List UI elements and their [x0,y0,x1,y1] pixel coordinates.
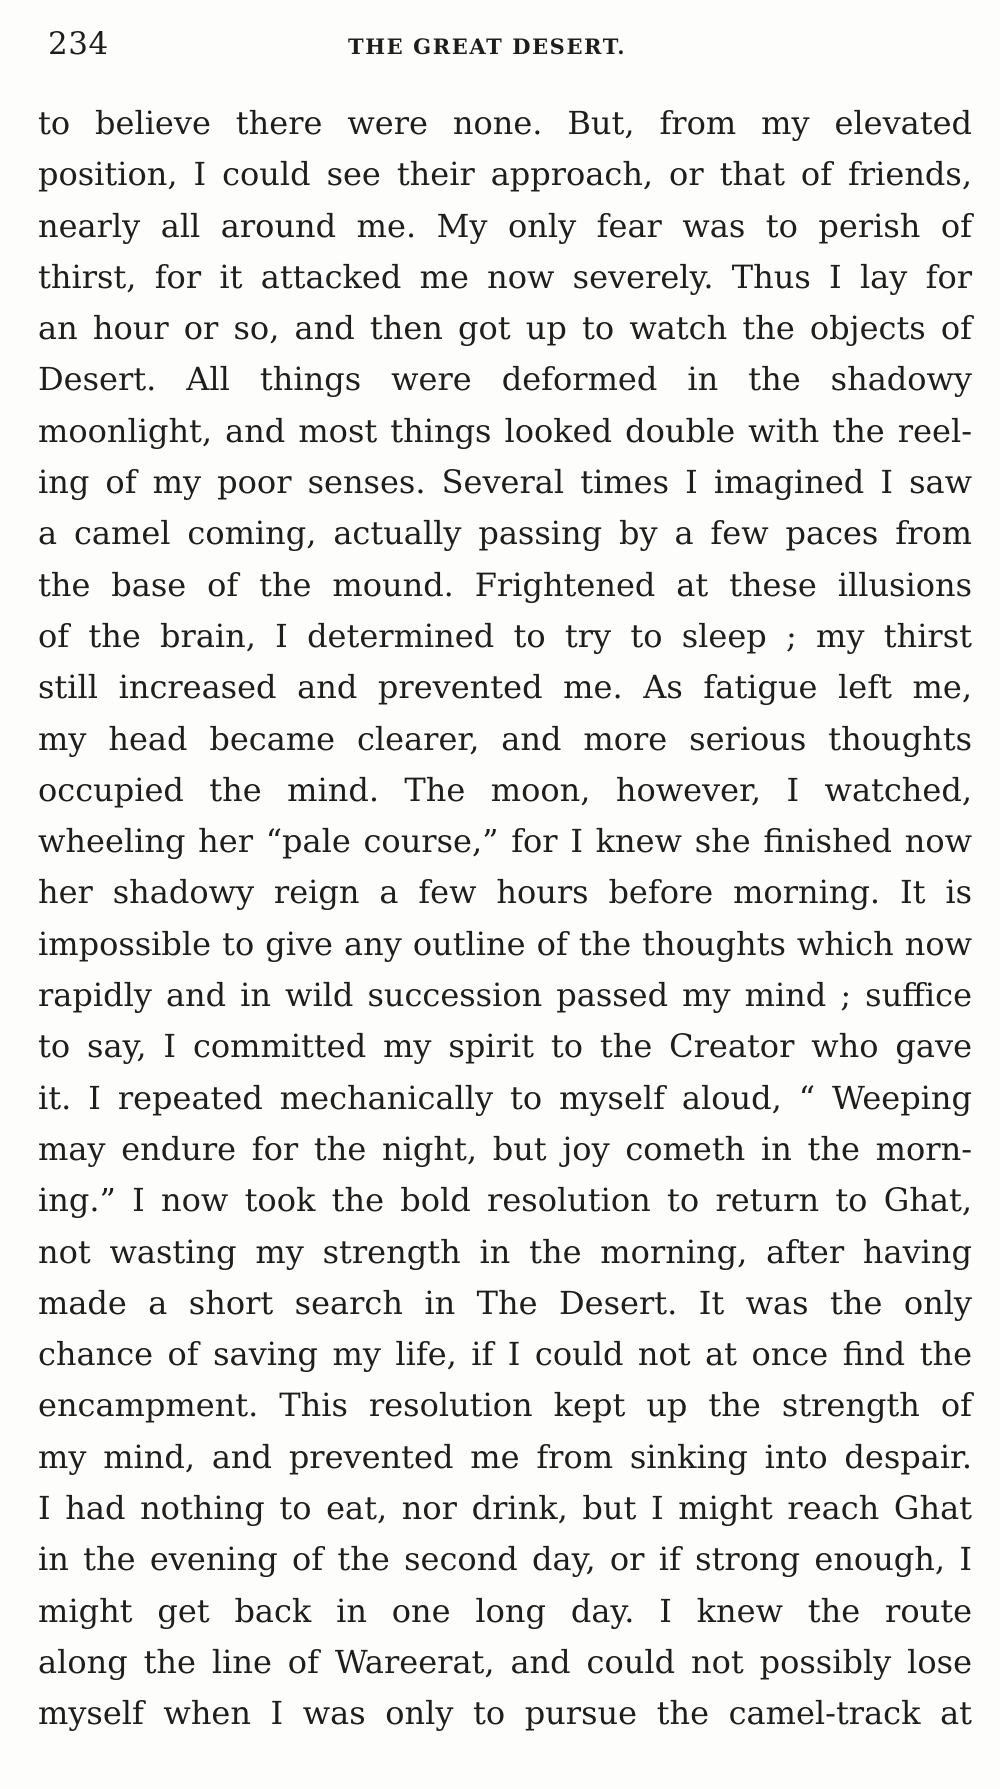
text-line: Desert. All things were deformed in the shadowy [38,360,972,399]
text-line: might get back in one long day. I knew the route [38,1591,972,1630]
text-line: position, I could see their approach, or that of friends, [38,155,972,194]
text-line: not wasting my strength in the morning, after having [38,1232,972,1271]
text-line: ing of my poor senses. Several times I imagined I saw [38,463,972,502]
text-line: to believe there were none. But, from my elevated [38,104,972,142]
page-header [48,22,968,72]
text-line: my mind, and prevented me from sinking into despair. [38,1437,972,1476]
text-line: encampment. This resolution kept up the strength of [38,1386,972,1425]
text-line: an hour or so, and then got up to watch the objects of [38,309,972,348]
text-line: myself when I was only to pursue the camel-track at [38,1694,972,1733]
page-number: 234 [48,26,109,62]
text-line: it. I repeated mechanically to myself aloud, “ Weeping [38,1078,972,1117]
text-line: still increased and prevented me. As fatigue left me, [38,668,972,707]
text-line: occupied the mind. The moon, however, I watched, [38,770,972,809]
text-line: made a short search in The Desert. It was the only [38,1283,972,1322]
text-line: along the line of Wareerat, and could not possibly lose [38,1642,972,1681]
text-line: the base of the mound. Frightened at these illusions [38,565,972,604]
running-head: THE GREAT DESERT. [348,34,627,59]
text-line: her shadowy reign a few hours before morning. It is [38,873,972,912]
text-line: in the evening of the second day, or if strong enough, I [38,1540,972,1579]
text-line: rapidly and in wild succession passed my mind ; suffice [38,976,972,1015]
text-line: moonlight, and most things looked double with the reel- [38,411,972,450]
text-line: wheeling her “pale course,” for I knew she finished now [38,822,972,861]
text-line: may endure for the night, but joy cometh in the morn- [38,1129,972,1168]
text-line: thirst, for it attacked me now severely. Thus I lay for [38,257,972,296]
body-text [38,98,972,1740]
text-line: my head became clearer, and more serious thoughts [38,719,972,758]
text-line: chance of saving my life, if I could not at once find the [38,1335,972,1374]
text-line: ing.” I now took the bold resolution to return to Ghat, [38,1181,972,1220]
text-line: a camel coming, actually passing by a few paces from [38,514,972,553]
text-line: I had nothing to eat, nor drink, but I might reach Ghat [38,1489,972,1528]
text-line: of the brain, I determined to try to sleep ; my thirst [38,616,972,655]
text-line: impossible to give any outline of the thoughts which now [38,924,972,963]
text-line: nearly all around me. My only fear was to perish of [38,206,972,245]
text-line: to say, I committed my spirit to the Creator who gave [38,1027,972,1066]
